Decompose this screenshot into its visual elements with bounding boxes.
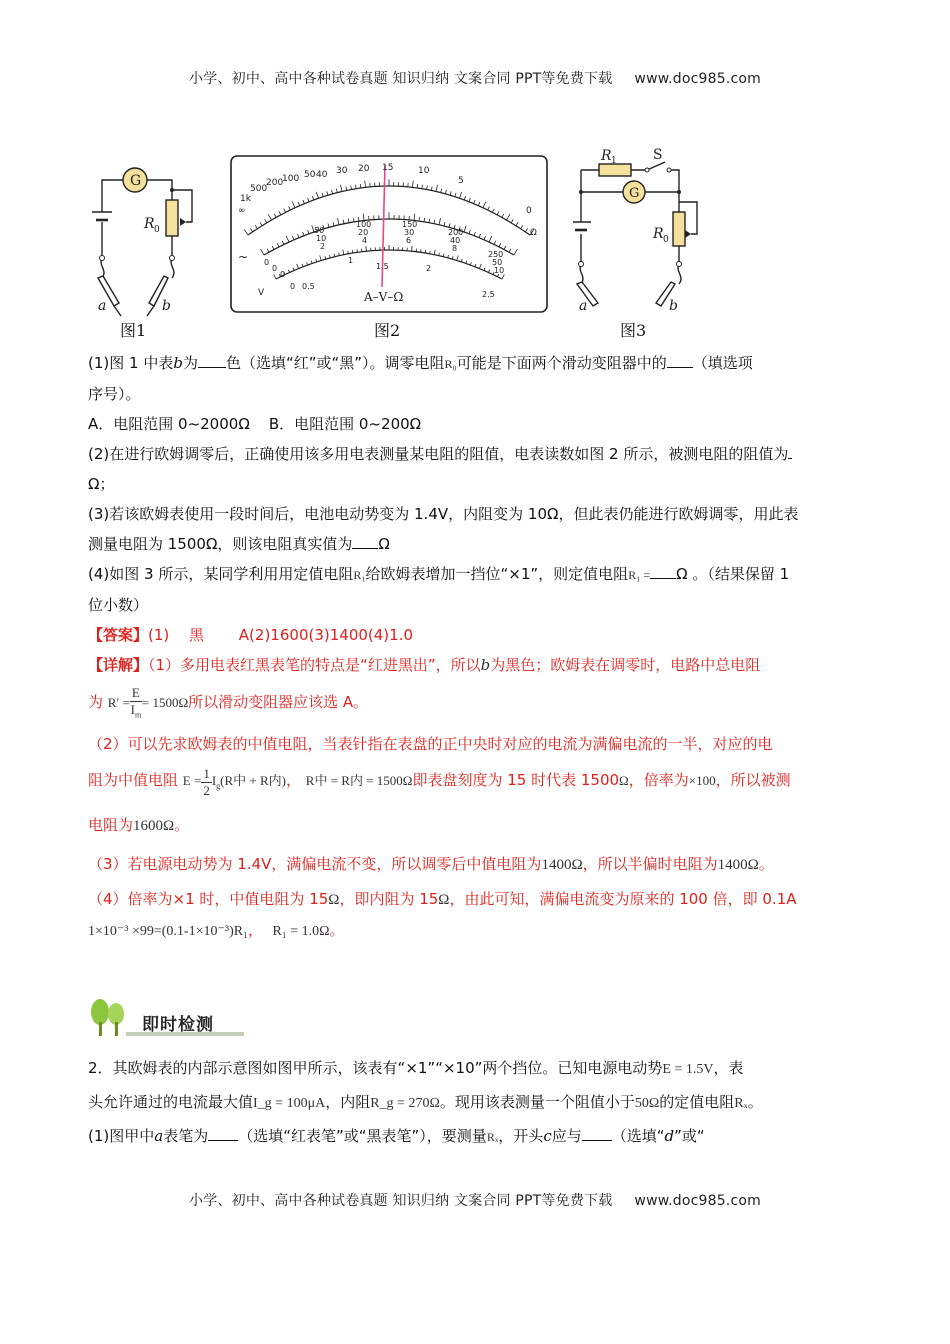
q2b-line-3 — [88, 1120, 868, 1153]
q4-text-2: 给欧姆表增加一挡位“×1”，则定值电阻 — [365, 565, 629, 583]
dc-symbol: V — [258, 288, 265, 298]
q2b-text-3f: （选填“ — [611, 1127, 665, 1145]
q4-text-1: (4)如图 3 所示，某同学利用用定值电阻 — [88, 565, 354, 583]
frac-den-sub: m — [134, 710, 142, 720]
q3-blank[interactable] — [352, 530, 378, 549]
ohm-label-20: 20 — [358, 164, 370, 174]
frac-den-main: I — [130, 701, 135, 717]
detail-text-1: （1）多用电表红黑表笔的特点是“红进黑出”，所以 — [148, 656, 481, 674]
mid-label-50: 50 — [314, 226, 325, 235]
q2b-rg: R_g = 270Ω — [370, 1096, 440, 1111]
detail-multiplier: ×100 — [688, 773, 716, 788]
q2b-var-c: c — [543, 1127, 552, 1145]
q4-text-3: Ω 。（结果保留 1 — [676, 565, 790, 583]
detail-text-2a: 为 — [88, 693, 104, 711]
formula-e-tail: (R中 + R内) — [220, 773, 287, 788]
detail-equation-current: 1×10⁻³ ×99=(0.1-1×10⁻³)R₁ — [88, 923, 248, 939]
q2b-text-3d: ，开头 — [498, 1127, 544, 1145]
formula-right: = 1500Ω — [141, 695, 189, 710]
fig3-caption: 图3 — [620, 321, 647, 340]
detail-text-7c: ，由此可知，满偏电流变为原来的 100 倍，即 0.1A — [449, 889, 797, 908]
fig1-b-label: b — [162, 298, 171, 314]
q2b-text-1b: ，表 — [713, 1059, 744, 1077]
fig3-r1-sub: 1 — [611, 156, 617, 166]
q3-line-1: (3)若该欧姆表使用一段时间后，电池电动势变为 1.4V，内阻变为 10Ω，但此表仍能进行欧姆调零，用此表 — [88, 505, 799, 523]
q1-text-3: 色（选填“红”或“黑”）。调零电阻 — [225, 354, 445, 372]
q1-text-4: 可能是下面两个滑动变阻器中的 — [456, 354, 667, 372]
q2b-text-2d: 的定值电阻 — [659, 1093, 735, 1111]
answer-tag: 【答案】 — [88, 626, 149, 644]
detail-text-5b: 。 — [174, 815, 190, 834]
scale-tick — [419, 217, 420, 221]
fig3-r0-label: R — [653, 226, 664, 242]
detail-unit-7a: Ω — [328, 891, 340, 908]
detail-tag: 【详解】 — [88, 656, 149, 674]
q2b-50ohm: 50Ω — [634, 1096, 660, 1111]
scale-tick — [430, 251, 431, 254]
q1-var-r0: R₀ — [444, 357, 457, 371]
formula-e-left: E = — [182, 773, 202, 788]
detail-line-3: （2）可以先求欧姆表的中值电阻，当表针指在表盘的正中央时对应的电流为满偏电流的一半，对应的电 — [88, 735, 773, 753]
detail-result-1600: 1600Ω — [133, 817, 175, 834]
detail-text-6b: ，所以半偏时电阻为 — [582, 854, 718, 873]
meter-title: A–V–Ω — [364, 290, 404, 304]
figure-2-meter — [230, 155, 548, 313]
fig1-galvanometer-label: G — [130, 173, 142, 189]
low-label-0: 0 — [280, 270, 286, 279]
q4-blank[interactable] — [650, 560, 676, 579]
header-text: 小学、初中、高中各种试卷真题 知识归纳 文案合同 PPT等免费下载 — [189, 71, 613, 87]
ohm-label-0: 0 — [526, 206, 532, 216]
ac-symbol: ~ — [238, 250, 249, 264]
detail-formula-rmid: R中 = R内 = 1500Ω — [305, 773, 413, 788]
q2-text-1: (2)在进行欧姆调零后，正确使用该多用电表测量某电阻的阻值，电表读数如图 2 所示，被测电阻的阻值为 — [88, 445, 789, 463]
low-label-4: 4 — [362, 236, 368, 245]
q2b-text-2c: 。现用该表测量一个阻值小于 — [439, 1093, 635, 1111]
ohm-unit: Ω — [530, 228, 537, 238]
fig1-r0-label: R — [144, 216, 155, 232]
low-label-10: 10 — [494, 266, 505, 275]
q2b-blank-pen[interactable] — [208, 1122, 238, 1141]
mid-label-200: 200 — [448, 228, 464, 237]
ohm-label-100: 100 — [282, 174, 300, 184]
scale-tick — [348, 251, 349, 254]
mid-label-250: 250 — [488, 250, 504, 259]
detail-text-4a: 阻为中值电阻 — [88, 771, 179, 789]
ohm-label-200: 200 — [266, 178, 284, 188]
detail-line-2 — [88, 680, 868, 725]
detail-line-4: 阻为中值电阻 E = $\frac{1}{2}$ $I_g(R$中 + R内)， R中 = R内 = 1500Ω即表盘刻度为 15 时代表 1500Ω，倍率为×100，所以被测 — [88, 765, 791, 798]
q2b-var-rx: Rₓ — [486, 1130, 499, 1144]
detail-unit-ohm: Ω — [619, 773, 629, 788]
detail-result-1400a: 1400Ω — [541, 856, 583, 873]
q2b-line-1 — [88, 1052, 868, 1086]
mid-label-150: 150 — [402, 220, 418, 229]
formula-left: R′ = — [107, 695, 130, 710]
option-a: A．电阻范围 0~2000Ω — [88, 415, 250, 433]
q2b-text-2e: 。 — [747, 1093, 763, 1111]
footer-text: 小学、初中、高中各种试卷真题 知识归纳 文案合同 PPT等免费下载 — [189, 1193, 613, 1209]
scale-tick — [417, 184, 418, 188]
q2b-text-3g: ”或“ — [674, 1127, 705, 1145]
q4-var-r1b: R₁ = — [628, 568, 651, 582]
q1-options — [88, 409, 868, 439]
detail-text-2b: 所以滑动变阻器应该选 A。 — [188, 693, 369, 711]
formula-e-ig-sub: g — [216, 781, 221, 791]
figure-1-circuit — [88, 160, 228, 320]
q2b-text-3b: 表笔为 — [163, 1127, 209, 1145]
header-site: www.doc985.com — [634, 71, 761, 87]
q2-blank[interactable] — [788, 440, 792, 459]
bottom-label-2-5: 2.5 — [482, 290, 495, 299]
formula-e-den: 2 — [203, 782, 210, 798]
q2b-rx: Rₓ — [734, 1096, 748, 1111]
detail-text-8end: 。 — [329, 920, 345, 939]
ohm-label-50: 50 — [304, 170, 316, 180]
mid-label-0: 0 — [264, 258, 270, 267]
q3-text-2: 测量电阻为 1500Ω，则该电阻真实值为 — [88, 535, 353, 553]
footer-site: www.doc985.com — [634, 1193, 761, 1209]
detail-line-5 — [88, 810, 868, 841]
formula-e-frac — [201, 766, 212, 799]
page-footer — [0, 1190, 950, 1210]
detail-equation-r1: R₁ = 1.0Ω — [272, 923, 330, 939]
fig3-b-label: b — [669, 298, 678, 312]
mid2-label-30: 30 — [404, 228, 415, 237]
ohm-label-10: 10 — [418, 166, 430, 176]
fig1-caption: 图1 — [120, 321, 147, 340]
ohm-label-500: 500 — [250, 184, 268, 194]
low-label-8: 8 — [452, 244, 458, 253]
q2b-text-2b: ，内阻 — [325, 1093, 371, 1111]
ohm-label-30: 30 — [336, 166, 348, 176]
q2b-text-3a: (1)图甲中 — [88, 1127, 155, 1145]
q1-line-2: 序号）。 — [88, 385, 141, 403]
fig3-r1-label: R — [601, 148, 612, 164]
ohm-label-15: 15 — [382, 163, 394, 173]
page-header — [0, 68, 950, 88]
mid2-label-40: 40 — [450, 236, 461, 245]
formula-e-num: 1 — [203, 765, 210, 781]
scale-tick — [412, 246, 413, 251]
q4-line-2: 位小数） — [88, 596, 149, 614]
detail-text-6a: （3）若电源电动势为 1.4V，满偏电流不变，所以调零后中值电阻为 — [88, 854, 542, 873]
fig2-caption: 图2 — [374, 321, 401, 340]
mid2-label-20: 20 — [358, 228, 369, 237]
q2b-var-d: d — [664, 1127, 675, 1145]
q1-text-2: 为 — [182, 354, 198, 372]
q3-text-3: Ω — [378, 535, 390, 553]
q1-line-1 — [88, 348, 868, 379]
ohm-label-40: 40 — [316, 170, 328, 180]
formula-e-ig: I — [211, 773, 217, 788]
detail-formula-e — [182, 765, 287, 798]
q3-line-2 — [88, 529, 868, 559]
detail-text-1c: 为黑色；欧姆表在调零时，电路中总电阻 — [490, 656, 761, 674]
detail-text-4b: 即表盘刻度为 15 时代表 1500 — [412, 771, 620, 789]
q2b-ig: I_g = 100μA — [253, 1096, 326, 1111]
detail-text-5a: 电阻为 — [88, 815, 134, 834]
q2b-blank-switch[interactable] — [582, 1122, 612, 1141]
low-label-2: 2 — [320, 242, 326, 251]
fig3-r0-sub: 0 — [663, 235, 669, 245]
detail-line-6 — [88, 849, 868, 880]
detail-line-1 — [88, 650, 868, 680]
fig1-a-label: a — [98, 298, 107, 314]
detail-text-4c: ，倍率为 — [628, 771, 689, 789]
q2b-text-3c: （选填“红表笔”或“黑表笔”），要测量 — [238, 1127, 487, 1145]
q2b-text-2a: 头允许通过的电流最大值 — [88, 1093, 254, 1111]
detail-line-8: 1×10⁻³ ×99=(0.1-1×10⁻³)R₁， R₁ = 1.0Ω。 — [88, 920, 345, 939]
mid2-label-0: 0 — [272, 264, 278, 273]
q1-blank-color[interactable] — [198, 349, 226, 368]
ohm-label-inf: ∞ — [238, 206, 246, 216]
section-banner — [88, 996, 238, 1040]
answer-text: (1) 黑 A(2)1600(3)1400(4)1.0 — [148, 626, 414, 644]
fig3-galvanometer-label: G — [629, 186, 640, 201]
q2b-line-2 — [88, 1086, 868, 1120]
ohm-label-1k: 1k — [240, 194, 251, 204]
low-label-6: 6 — [406, 236, 412, 245]
ohm-label-5: 5 — [458, 176, 464, 186]
q2b-text-3e: 应与 — [551, 1127, 582, 1145]
bottom-label-1: 1 — [348, 256, 354, 265]
detail-text-6c: 。 — [758, 854, 774, 873]
q4-line-1 — [88, 559, 868, 590]
detail-unit-7b: Ω — [438, 891, 450, 908]
frac-num: E — [131, 684, 140, 700]
formula-frac — [130, 685, 142, 724]
option-b: B．电阻范围 0~200Ω — [268, 415, 422, 433]
answer-line — [88, 620, 868, 650]
q2b-emf: E = 1.5V — [662, 1062, 714, 1077]
question-2-block — [88, 1052, 868, 1153]
fig1-r0-sub: 0 — [154, 225, 160, 235]
detail-text-7b: ，即内阻为 15 — [339, 889, 439, 908]
scale-tick — [360, 184, 361, 188]
fig3-switch-label: S — [653, 147, 663, 163]
q2-line-1 — [88, 439, 868, 469]
detail-text-7a: （4）倍率为×1 时，中值电阻为 15 — [88, 889, 329, 908]
q2b-var-a: a — [154, 1127, 164, 1145]
fig3-a-label: a — [579, 298, 588, 312]
detail-result-1400b: 1400Ω — [717, 856, 759, 873]
bottom-label-0-5: 0.5 — [302, 282, 315, 291]
q1-text-1: (1)图 1 中表 — [88, 354, 174, 372]
section-title: 即时检测 — [142, 1015, 214, 1035]
detail-formula-r-prime — [107, 684, 189, 720]
detail-text-4d: ，所以被测 — [715, 771, 791, 789]
mid-label-100: 100 — [356, 220, 372, 229]
bottom-label-2: 2 — [426, 264, 432, 273]
question-1-block — [88, 348, 868, 947]
scale-tick — [366, 246, 367, 251]
q1-var-b: b — [173, 354, 183, 372]
q1-blank-option[interactable] — [667, 349, 693, 368]
mid2-label-10: 10 — [316, 234, 327, 243]
detail-line-7 — [88, 884, 868, 915]
q2-line-2: Ω； — [88, 475, 115, 493]
mid2-label-50: 50 — [492, 258, 503, 267]
q4-var-r1: R₁ — [353, 568, 366, 582]
detail-var-b: b — [480, 656, 491, 674]
bottom-label-1-5: 1.5 — [376, 262, 389, 271]
frac-den — [130, 702, 142, 724]
q2b-text-1a: 2．其欧姆表的内部示意图如图甲所示，该表有“×1”“×10”两个挡位。已知电源电动势 — [88, 1059, 663, 1077]
figures-row — [88, 147, 888, 345]
bottom-label-0: 0 — [290, 282, 296, 291]
tree-icon — [88, 996, 128, 1036]
figure-3-circuit — [573, 142, 723, 312]
q1-text-5: （填选项 — [692, 354, 753, 372]
